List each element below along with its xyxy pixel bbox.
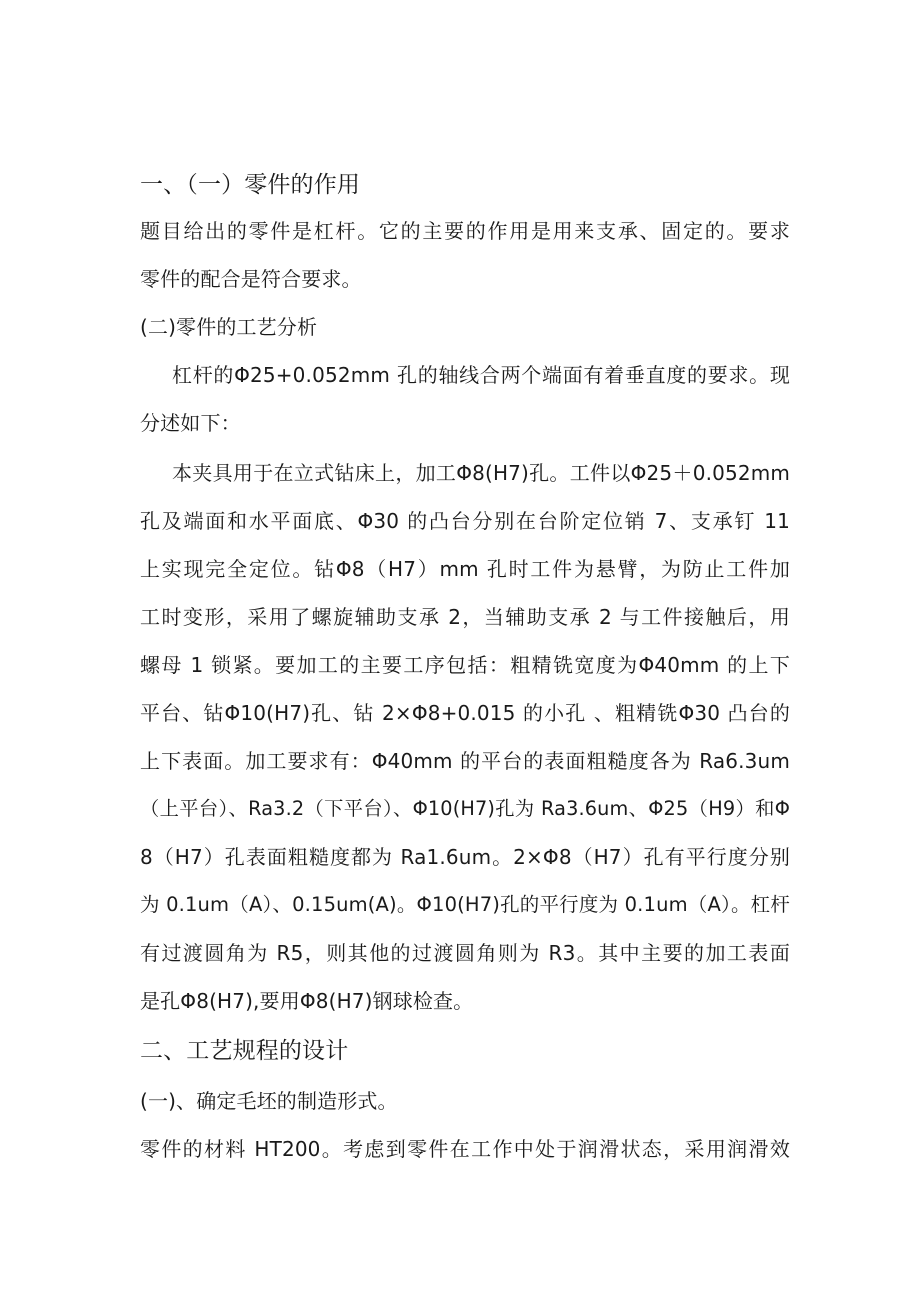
heading-process-design: 二、工艺规程的设计 xyxy=(140,1038,349,1064)
paragraph-line: （上平台）、Ra3.2（下平台）、Φ10(H7)孔为 Ra3.6um、Φ25（H9）和Φ xyxy=(140,797,790,820)
paragraph-line: 有过渡圆角为 R5，则其他的过渡圆角则为 R3。其中主要的加工表面 xyxy=(140,941,790,965)
paragraph-line: 上实现完全定位。钻Φ8（H7）mm 孔时工件为悬臂，为防止工件加 xyxy=(140,557,790,581)
heading-part-function: 一、（一）零件的作用 xyxy=(140,172,360,198)
paragraph-line: 题目给出的零件是杠杆。它的主要的作用是用来支承、固定的。要求 xyxy=(140,219,790,243)
paragraph-line: 上下表面。加工要求有：Φ40mm 的平台的表面粗糙度各为 Ra6.3um xyxy=(140,749,790,773)
subheading-blank-form: (一)、确定毛坯的制造形式。 xyxy=(140,1089,398,1113)
paragraph-line: 孔及端面和水平面底、Φ30 的凸台分别在台阶定位销 7、支承钉 11 xyxy=(140,509,790,533)
subheading-process-analysis: (二)零件的工艺分析 xyxy=(140,315,318,339)
paragraph-line: 平台、钻Φ10(H7)孔、钻 2×Φ8+0.015 的小孔 、粗精铣Φ30 凸台的 xyxy=(140,701,790,725)
paragraph-line: 是孔Φ8(H7),要用Φ8(H7)钢球检查。 xyxy=(140,989,474,1013)
paragraph-line: 分述如下： xyxy=(140,411,241,435)
paragraph-line: 零件的材料 HT200。考虑到零件在工作中处于润滑状态，采用润滑效 xyxy=(140,1137,790,1161)
paragraph-line: 零件的配合是符合要求。 xyxy=(140,267,362,291)
paragraph-line: 为 0.1um（A）、0.15um(A)。Φ10(H7)孔的平行度为 0.1um（A）。杠杆 xyxy=(140,893,790,916)
paragraph-line: 本夹具用于在立式钻床上，加工Φ8(H7)孔。工件以Φ25＋0.052mm xyxy=(172,461,790,485)
paragraph-line: 杠杆的Φ25+0.052mm 孔的轴线合两个端面有着垂直度的要求。现 xyxy=(172,363,790,387)
paragraph-line: 工时变形，采用了螺旋辅助支承 2，当辅助支承 2 与工件接触后，用 xyxy=(140,605,790,629)
paragraph-line: 螺母 1 锁紧。要加工的主要工序包括：粗精铣宽度为Φ40mm 的上下 xyxy=(140,653,790,677)
paragraph-line: 8（H7）孔表面粗糙度都为 Ra1.6um。2×Φ8（H7）孔有平行度分别 xyxy=(140,845,790,869)
